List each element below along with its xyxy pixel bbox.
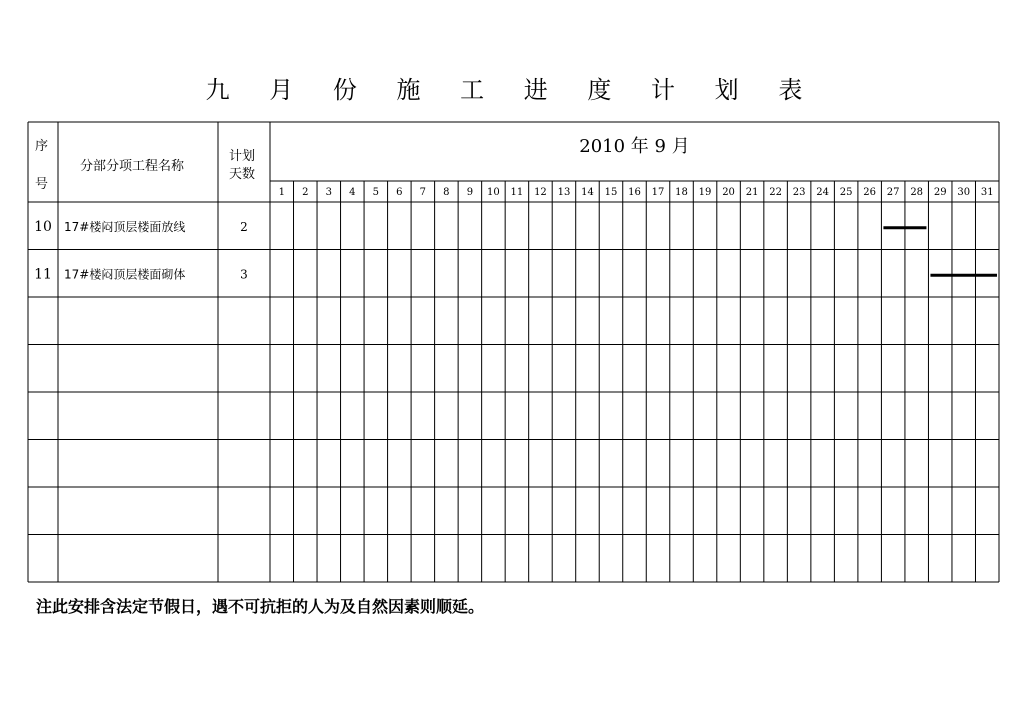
day-label: 10 <box>487 187 500 198</box>
day-label: 30 <box>957 187 971 198</box>
day-label: 15 <box>604 187 618 198</box>
day-label: 25 <box>839 187 853 198</box>
footnote: 注此安排含法定节假日，遇不可抗拒的人为及自然因素则顺延。 <box>36 597 485 616</box>
day-label: 21 <box>745 187 759 198</box>
name-header: 分部分项工程名称 <box>80 159 185 174</box>
seq-header-top: 序 <box>35 139 49 154</box>
day-label: 20 <box>722 187 735 198</box>
day-label: 24 <box>816 187 829 198</box>
day-label: 18 <box>675 187 688 198</box>
day-label: 4 <box>349 187 356 198</box>
seq-header-bottom: 号 <box>35 177 49 192</box>
day-label: 23 <box>792 187 806 198</box>
day-label: 9 <box>466 187 474 198</box>
plan-days-header-line2: 天数 <box>229 167 256 182</box>
day-label: 5 <box>372 187 380 198</box>
day-label: 31 <box>980 187 994 198</box>
row-seq: 11 <box>34 266 52 283</box>
day-label: 27 <box>886 187 900 198</box>
row-seq: 10 <box>34 218 52 235</box>
day-label: 16 <box>628 187 641 198</box>
day-label: 12 <box>534 187 547 198</box>
day-label: 26 <box>863 187 877 198</box>
plan-days-header-line1: 计划 <box>229 149 256 164</box>
row-task-name: 17#楼闷顶层楼面砌体 <box>64 267 186 282</box>
day-label: 14 <box>581 187 594 198</box>
day-label: 2 <box>302 187 309 198</box>
day-label: 7 <box>419 187 427 198</box>
day-label: 13 <box>557 187 571 198</box>
month-header: 2010 年 9 月 <box>579 136 690 157</box>
day-label: 17 <box>651 187 665 198</box>
row-plan-days: 3 <box>240 267 248 282</box>
day-label: 11 <box>510 187 524 198</box>
page-title: 九 月 份 施 工 进 度 计 划 表 <box>205 76 819 104</box>
row-plan-days: 2 <box>240 219 248 234</box>
row-task-name: 17#楼闷顶层楼面放线 <box>64 219 186 234</box>
day-label: 29 <box>933 187 947 198</box>
day-label: 1 <box>278 187 285 198</box>
day-label: 28 <box>910 187 924 198</box>
day-label: 3 <box>325 187 332 198</box>
day-label: 6 <box>396 187 403 198</box>
day-label: 22 <box>769 187 782 198</box>
day-label: 8 <box>443 187 450 198</box>
day-label: 19 <box>698 187 712 198</box>
